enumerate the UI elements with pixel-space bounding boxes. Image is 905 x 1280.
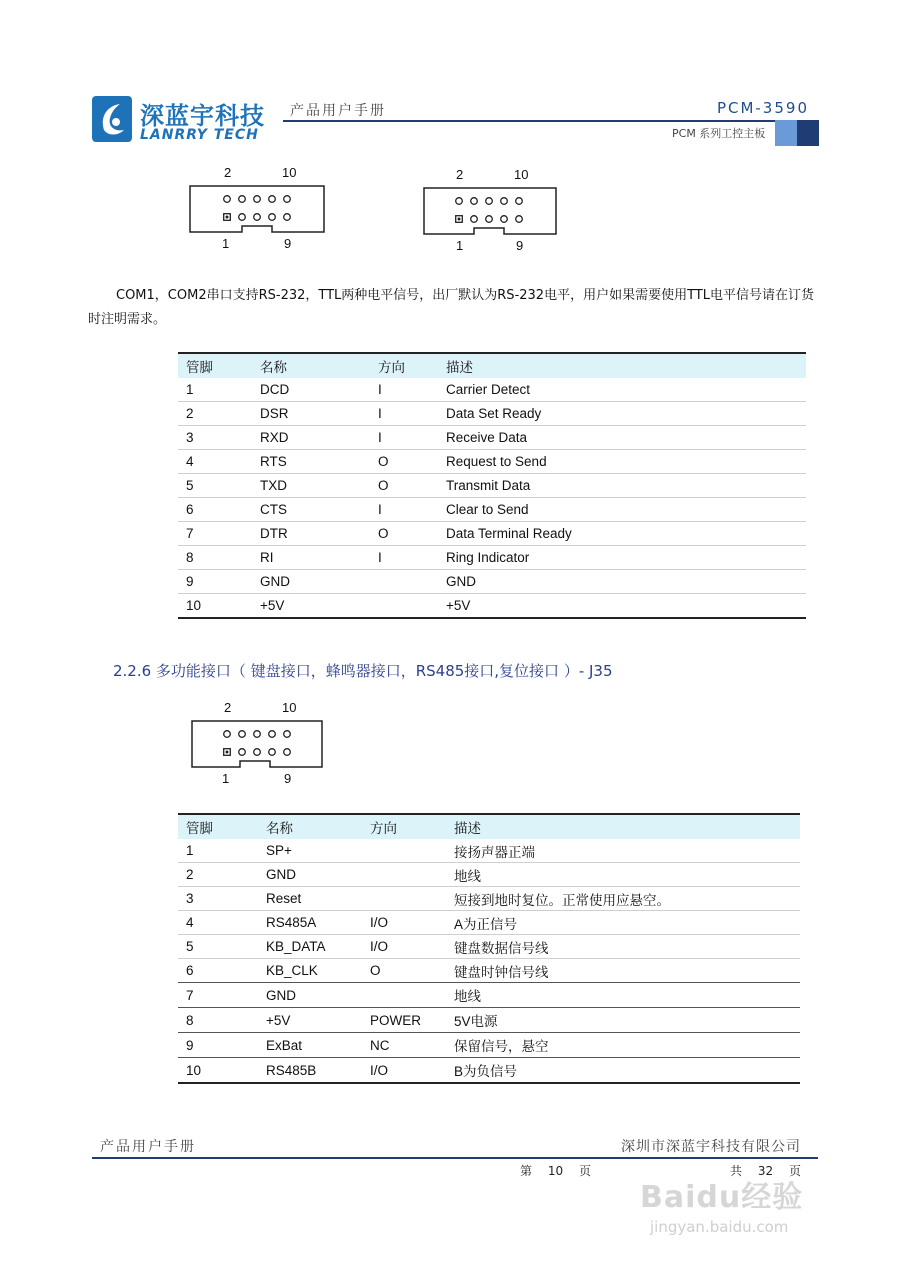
header-model: PCM-3590 (716, 99, 809, 117)
pin-label-10: 10 (282, 700, 297, 715)
cell-name: DCD (252, 378, 370, 402)
connector-diagram-com1 (188, 165, 328, 255)
cell-direction: I (370, 498, 438, 522)
cell-pin: 6 (178, 959, 258, 983)
connector-diagram-com2 (422, 167, 562, 257)
cell-pin: 10 (178, 594, 252, 619)
table-row (178, 959, 800, 983)
page-number-value: 10 (547, 1164, 564, 1178)
cell-pin: 4 (178, 450, 252, 474)
pin-label-9: 9 (284, 771, 292, 786)
cell-direction: I/O (362, 935, 446, 959)
footer-rule (92, 1157, 818, 1159)
cell-name: DSR (252, 402, 370, 426)
column-header-name: 名称 (252, 353, 370, 378)
header-accent-light (775, 120, 797, 146)
cell-direction: O (362, 959, 446, 983)
cell-direction: O (370, 450, 438, 474)
cell-direction (362, 839, 446, 863)
logo-chinese-name: 深蓝宇科技 (140, 102, 265, 130)
cell-name: ExBat (258, 1033, 362, 1058)
company-logo-icon (92, 96, 132, 142)
table-row (178, 450, 806, 474)
table-row (178, 983, 800, 1008)
cell-description: 键盘数据信号线 (446, 935, 800, 959)
cell-name: GND (258, 863, 362, 887)
table-row (178, 474, 806, 498)
cell-name: DTR (252, 522, 370, 546)
watermark-logo: Baidu经验 (640, 1180, 804, 1215)
cell-name: RXD (252, 426, 370, 450)
cell-name: +5V (258, 1008, 362, 1033)
pin-label-9: 9 (516, 238, 524, 253)
pin-label-1: 1 (222, 771, 230, 786)
table-header-row (178, 814, 800, 839)
table-row (178, 863, 800, 887)
cell-pin: 1 (178, 378, 252, 402)
cell-description: Clear to Send (438, 498, 806, 522)
pin-label-2: 2 (224, 165, 232, 180)
cell-direction: I (370, 378, 438, 402)
header-subtitle: PCM 系列工控主板 (672, 127, 766, 140)
table-row (178, 911, 800, 935)
cell-description: 短接到地时复位。正常使用应悬空。 (446, 887, 800, 911)
header-connector-icon (188, 184, 328, 236)
table-row (178, 1058, 800, 1084)
header-connector-icon (190, 719, 330, 771)
cell-pin: 4 (178, 911, 258, 935)
watermark-url: jingyan.baidu.com (650, 1218, 789, 1236)
column-header-direction: 方向 (362, 814, 446, 839)
page-number (520, 1162, 591, 1179)
com-pin-table (178, 352, 806, 619)
serial-level-note (88, 284, 818, 332)
cell-name: Reset (258, 887, 362, 911)
cell-name: SP+ (258, 839, 362, 863)
cell-pin: 7 (178, 983, 258, 1008)
section-heading-j35: 2.2.6 多功能接口（ 键盘接口，蜂鸣器接口，RS485接口,复位接口 ）- J35 (113, 662, 613, 680)
cell-pin: 1 (178, 839, 258, 863)
cell-pin: 6 (178, 498, 252, 522)
table-row (178, 935, 800, 959)
cell-description: GND (438, 570, 806, 594)
page-prefix: 第 (520, 1164, 533, 1178)
cell-description: Data Terminal Ready (438, 522, 806, 546)
pin-label-10: 10 (514, 167, 529, 182)
column-header-name: 名称 (258, 814, 362, 839)
page-suffix: 页 (578, 1164, 591, 1178)
cell-name: GND (258, 983, 362, 1008)
connector-diagram-j35 (190, 700, 330, 790)
table-row (178, 570, 806, 594)
header-title: 产品用户手册 (290, 103, 386, 119)
pin-label-2: 2 (224, 700, 232, 715)
cell-pin: 8 (178, 1008, 258, 1033)
cell-description: B为负信号 (446, 1058, 800, 1084)
cell-description: Request to Send (438, 450, 806, 474)
cell-description: +5V (438, 594, 806, 619)
cell-pin: 7 (178, 522, 252, 546)
cell-pin: 5 (178, 935, 258, 959)
table-row (178, 887, 800, 911)
cell-direction: I (370, 402, 438, 426)
pin-label-1: 1 (456, 238, 464, 253)
cell-direction: O (370, 522, 438, 546)
footer-company: 深圳市深蓝宇科技有限公司 (621, 1139, 801, 1155)
cell-name: KB_DATA (258, 935, 362, 959)
cell-description: Ring Indicator (438, 546, 806, 570)
column-header-pin: 管脚 (178, 353, 252, 378)
pin-label-9: 9 (284, 236, 292, 251)
cell-name: TXD (252, 474, 370, 498)
cell-direction (370, 570, 438, 594)
total-suffix: 页 (788, 1164, 801, 1178)
cell-name: KB_CLK (258, 959, 362, 983)
header-connector-icon (422, 186, 562, 238)
cell-description: 接扬声器正端 (446, 839, 800, 863)
table-row (178, 839, 800, 863)
cell-description: Transmit Data (438, 474, 806, 498)
cell-pin: 3 (178, 426, 252, 450)
footer-title: 产品用户手册 (100, 1139, 196, 1155)
column-header-pin: 管脚 (178, 814, 258, 839)
cell-direction: O (370, 474, 438, 498)
table-row (178, 378, 806, 402)
cell-direction: I/O (362, 911, 446, 935)
cell-description: 键盘时钟信号线 (446, 959, 800, 983)
cell-name: CTS (252, 498, 370, 522)
logo-english-name: LANRRY TECH (140, 127, 259, 143)
cell-description: 保留信号，悬空 (446, 1033, 800, 1058)
table-row (178, 402, 806, 426)
cell-name: RTS (252, 450, 370, 474)
cell-description: Receive Data (438, 426, 806, 450)
column-header-description: 描述 (446, 814, 800, 839)
total-number-value: 32 (757, 1164, 774, 1178)
cell-direction (362, 983, 446, 1008)
table-row (178, 546, 806, 570)
cell-direction (362, 887, 446, 911)
table-row (178, 426, 806, 450)
cell-description: Carrier Detect (438, 378, 806, 402)
pin-label-10: 10 (282, 165, 297, 180)
cell-description: 地线 (446, 983, 800, 1008)
cell-pin: 3 (178, 887, 258, 911)
cell-name: RI (252, 546, 370, 570)
table-row (178, 522, 806, 546)
column-header-direction: 方向 (370, 353, 438, 378)
cell-description: A为正信号 (446, 911, 800, 935)
cell-direction: NC (362, 1033, 446, 1058)
header-rule (283, 120, 803, 122)
cell-direction: POWER (362, 1008, 446, 1033)
cell-name: RS485B (258, 1058, 362, 1084)
header-accent-dark (797, 120, 819, 146)
cell-name: +5V (252, 594, 370, 619)
table-row (178, 594, 806, 619)
pin-label-2: 2 (456, 167, 464, 182)
table-row (178, 498, 806, 522)
cell-pin: 10 (178, 1058, 258, 1084)
cell-pin: 2 (178, 863, 258, 887)
column-header-description: 描述 (438, 353, 806, 378)
cell-direction (362, 863, 446, 887)
j35-pin-table (178, 813, 800, 1084)
cell-direction: I/O (362, 1058, 446, 1084)
pin-label-1: 1 (222, 236, 230, 251)
total-prefix: 共 (730, 1164, 743, 1178)
cell-name: RS485A (258, 911, 362, 935)
cell-direction: I (370, 426, 438, 450)
cell-pin: 9 (178, 570, 252, 594)
cell-direction (370, 594, 438, 619)
cell-pin: 8 (178, 546, 252, 570)
table-header-row (178, 353, 806, 378)
cell-pin: 5 (178, 474, 252, 498)
cell-direction: I (370, 546, 438, 570)
cell-pin: 9 (178, 1033, 258, 1058)
serial-level-note-text: COM1，COM2串口支持RS-232，TTL两种电平信号，出厂默认为RS-232电平，用户如果需要使用TTL电平信号请在订货时注明需求。 (88, 288, 814, 327)
cell-description: 地线 (446, 863, 800, 887)
cell-description: 5V电源 (446, 1008, 800, 1033)
cell-description: Data Set Ready (438, 402, 806, 426)
cell-name: GND (252, 570, 370, 594)
cell-pin: 2 (178, 402, 252, 426)
table-row (178, 1008, 800, 1033)
table-row (178, 1033, 800, 1058)
